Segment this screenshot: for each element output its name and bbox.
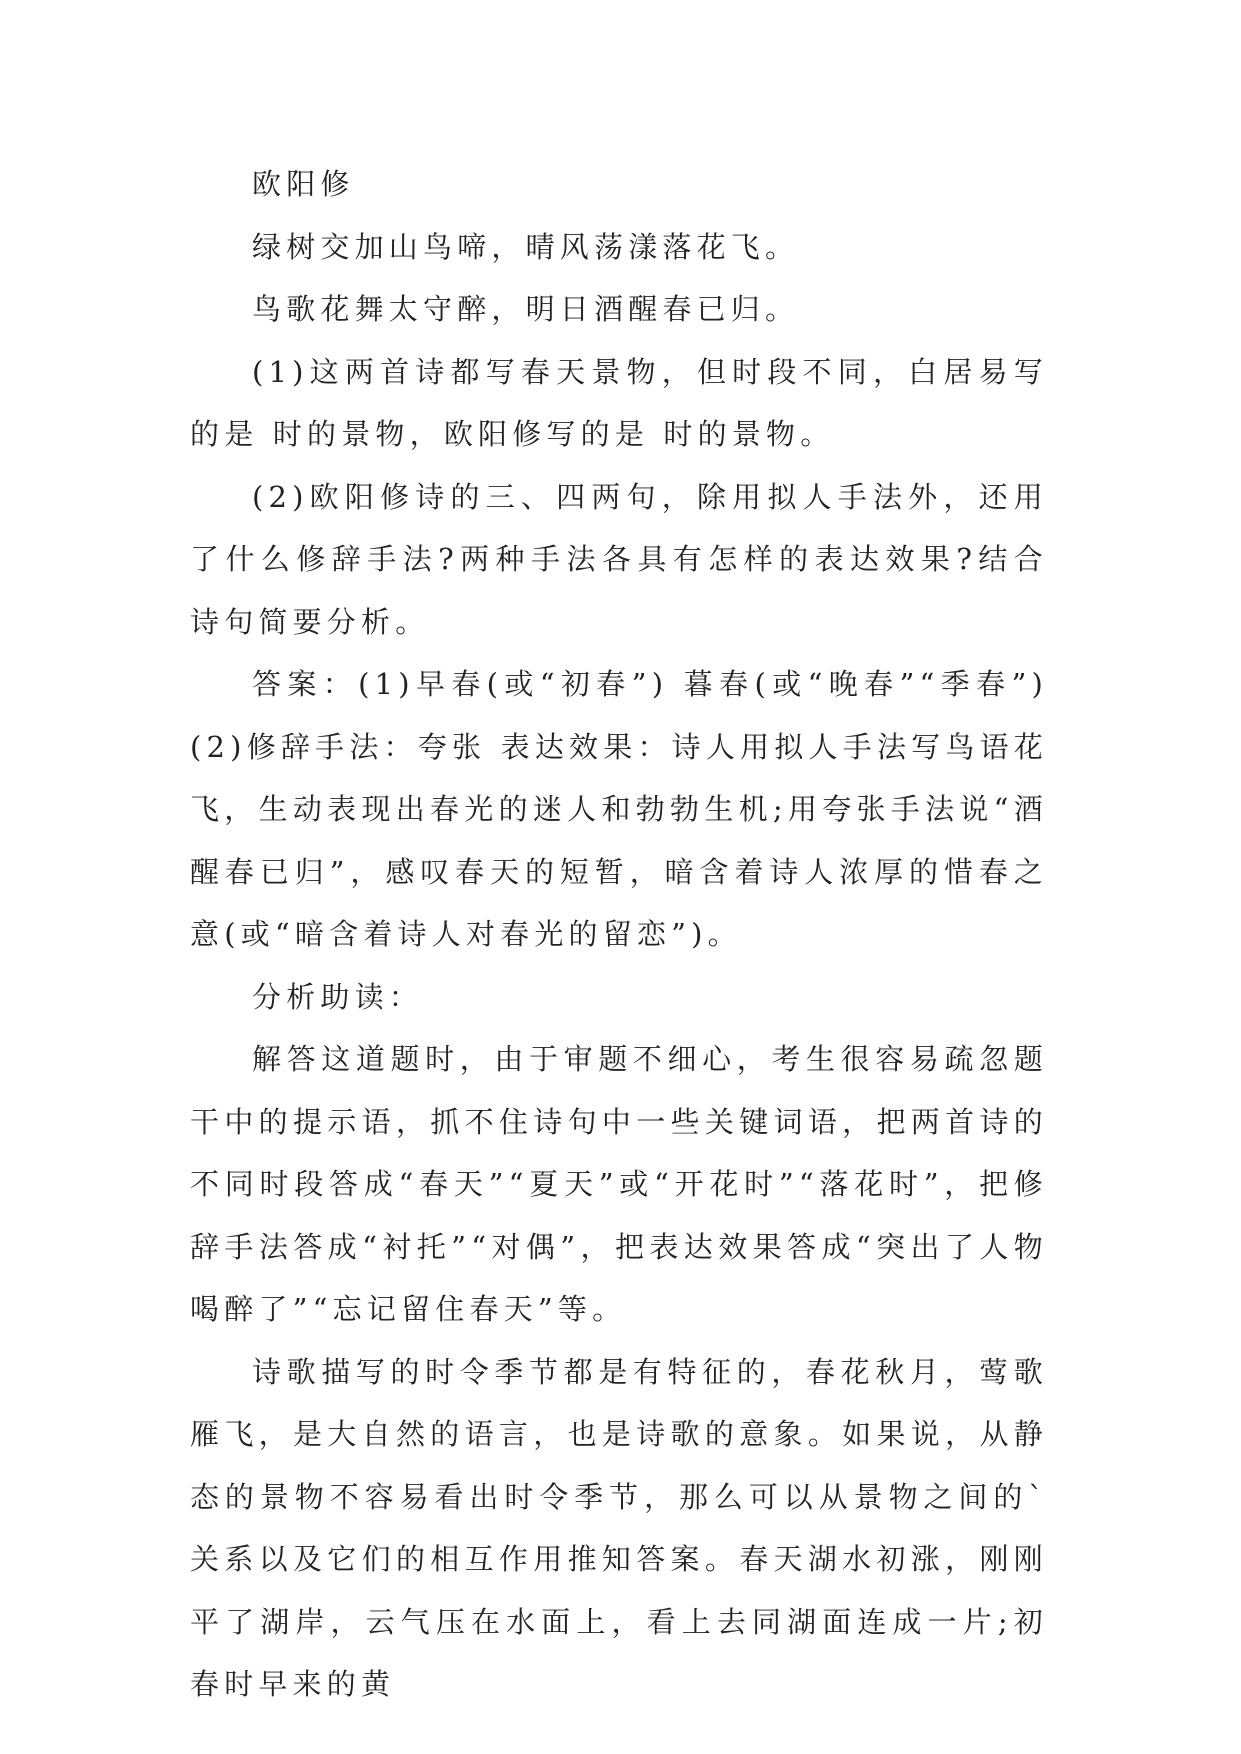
question-2: (2)欧阳修诗的三、四两句，除用拟人手法外，还用了什么修辞手法?两种手法各具有怎样的表达效果?结合诗句简要分析。 (190, 479, 1048, 639)
author-line: 欧阳修 (252, 167, 355, 201)
document-body (190, 153, 1048, 1716)
answer-paragraph: 答案：(1)早春(或“初春”) 暮春(或“晚春”“季春”)(2)修辞手法：夸张 表达效果：诗人用拟人手法写鸟语花飞，生动表现出春光的迷人和勃勃生机;用夸张手法说“酒醒春已归”，感叹春天的短暂，暗含着诗人浓厚的惜春之意(或“暗含着诗人对春光的留恋”)。 (190, 667, 1048, 951)
question-1: (1)这两首诗都写春天景物，但时段不同，白居易写的是 时的景物，欧阳修写的是 时的景物。 (190, 354, 1048, 451)
analysis-heading: 分析助读： (252, 979, 424, 1014)
poem-line-2: 鸟歌花舞太守醉，明日酒醒春已归。 (252, 292, 800, 326)
analysis-paragraph-2: 诗歌描写的时令季节都是有特征的，春花秋月，莺歌雁飞，是大自然的语言，也是诗歌的意象。如果说，从静态的景物不容易看出时令季节，那么可以从景物之间的`关系以及它们的相互作用推知答案。春天湖水初涨，刚刚平了湖岸，云气压在水面上，看上去同湖面连成一片;初春时早来的黄 (190, 1354, 1048, 1701)
poem-line-1: 绿树交加山鸟啼，晴风荡漾落花飞。 (252, 229, 800, 264)
analysis-paragraph-1: 解答这道题时，由于审题不细心，考生很容易疏忽题干中的提示语，抓不住诗句中一些关键词语，把两首诗的不同时段答成“春天”“夏天”或“开花时”“落花时”，把修辞手法答成“衬托”“对偶”，把表达效果答成“突出了人物喝醉了”“忘记留住春天”等。 (190, 1042, 1048, 1326)
